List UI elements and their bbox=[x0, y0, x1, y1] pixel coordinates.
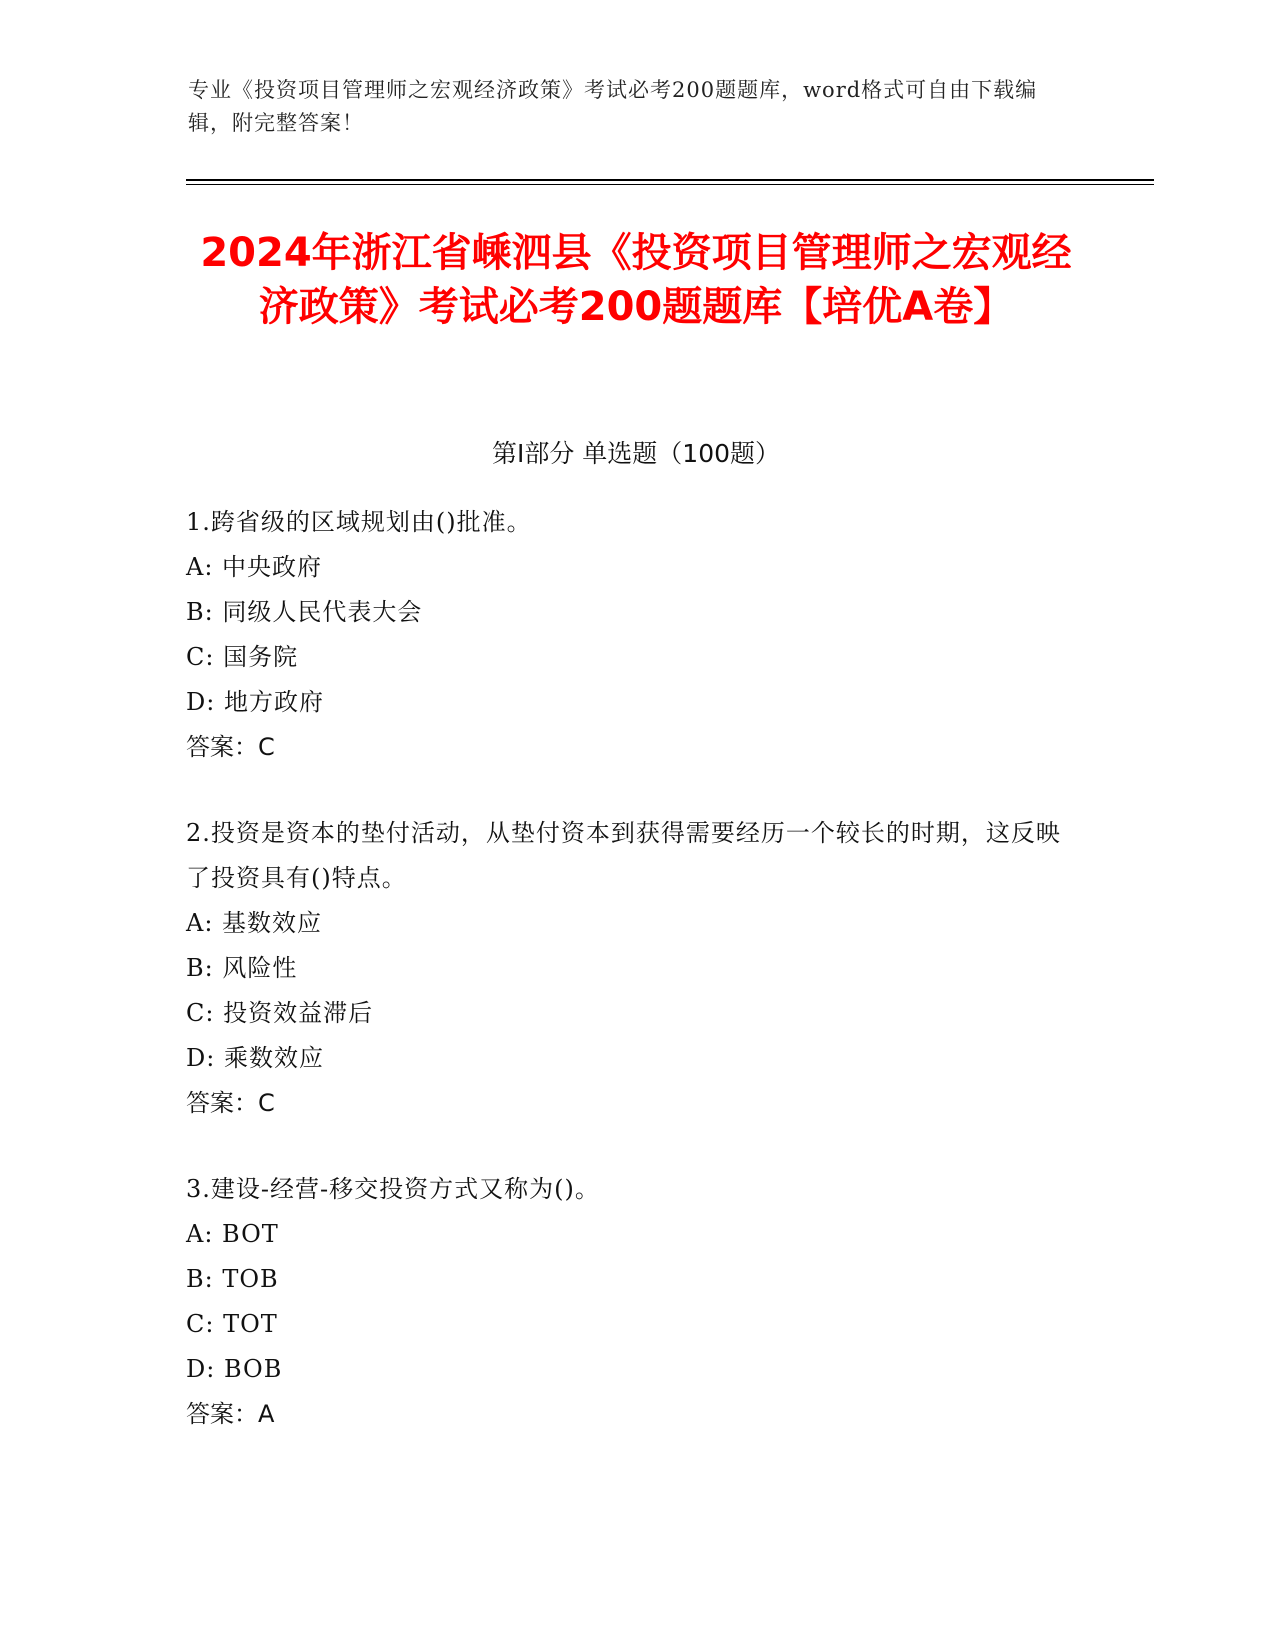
question-stem: 1.跨省级的区域规划由()批准。 bbox=[186, 508, 532, 536]
option-d: D: BOB bbox=[186, 1355, 283, 1383]
option-d: D: 地方政府 bbox=[186, 688, 324, 716]
question-item-1 bbox=[186, 500, 1066, 770]
option-b: B: TOB bbox=[186, 1265, 279, 1293]
section-heading: 第Ⅰ部分 单选题（100题） bbox=[491, 439, 781, 468]
option-c: C: TOT bbox=[186, 1310, 278, 1338]
document-title: 2024年浙江省嵊泗县《投资项目管理师之宏观经济政策》考试必考200题题库【培优A卷】 bbox=[200, 230, 1072, 330]
question-item-3 bbox=[186, 1167, 1066, 1437]
option-b: B: 同级人民代表大会 bbox=[186, 598, 423, 626]
header-divider-thin bbox=[186, 184, 1154, 185]
answer-line: 答案：A bbox=[186, 1400, 275, 1428]
option-a: A: BOT bbox=[186, 1220, 279, 1248]
answer-line: 答案：C bbox=[186, 733, 275, 761]
question-stem: 3.建设-经营-移交投资方式又称为()。 bbox=[186, 1175, 600, 1203]
option-a: A: 基数效应 bbox=[186, 909, 323, 937]
header-divider-thick bbox=[186, 179, 1154, 181]
option-b: B: 风险性 bbox=[186, 954, 298, 982]
question-item-2 bbox=[186, 811, 1066, 1126]
option-c: C: 国务院 bbox=[186, 643, 299, 671]
question-stem: 2.投资是资本的垫付活动，从垫付资本到获得需要经历一个较长的时期，这反映了投资具有()特点。 bbox=[186, 819, 1061, 892]
option-a: A: 中央政府 bbox=[186, 553, 323, 581]
header-note: 专业《投资项目管理师之宏观经济政策》考试必考200题题库，word格式可自由下载编辑，附完整答案！ bbox=[188, 78, 1038, 135]
option-c: C: 投资效益滞后 bbox=[186, 999, 374, 1027]
answer-line: 答案：C bbox=[186, 1089, 275, 1117]
option-d: D: 乘数效应 bbox=[186, 1044, 324, 1072]
